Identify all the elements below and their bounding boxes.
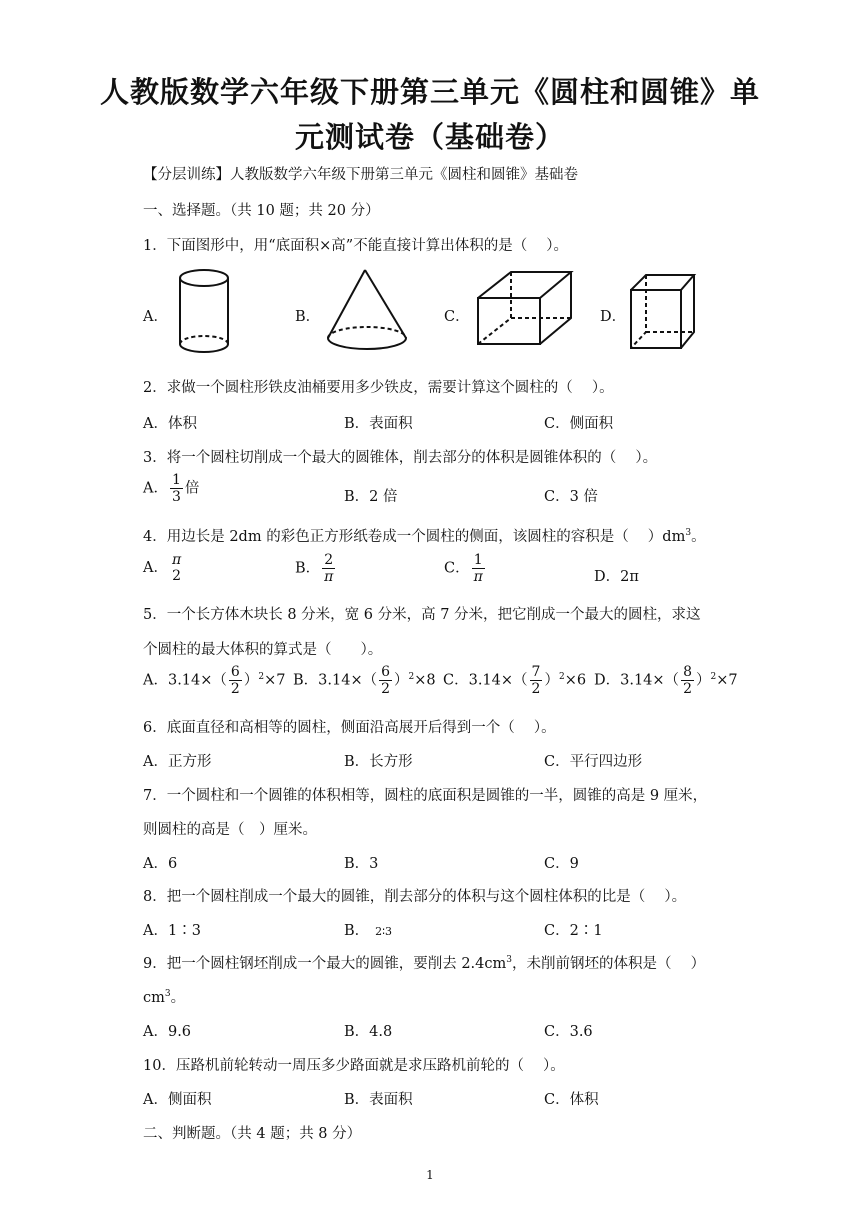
page-number: 1 bbox=[426, 1168, 434, 1182]
fraction-denominator: π bbox=[324, 569, 334, 586]
fraction-numerator: 6 bbox=[381, 664, 391, 680]
q5-option-d-end: ×7 bbox=[716, 672, 738, 689]
q8-option-b-value: 2∶3 bbox=[375, 925, 393, 938]
q5-option-a bbox=[143, 664, 285, 697]
q6-option-c: C．平行四边形 bbox=[544, 754, 643, 770]
section-heading-judgment: 二、判断题。（共 4 题；共 8 分） bbox=[143, 1126, 362, 1142]
q5-option-b bbox=[293, 664, 436, 697]
q5-option-b-prefix: B．3.14×（ bbox=[293, 672, 378, 689]
q8-option-b-prefix: B． bbox=[344, 923, 370, 939]
q2-option-c: C．侧面积 bbox=[544, 416, 614, 432]
q3-option-b: B．2 倍 bbox=[344, 489, 398, 505]
q5-option-c-end: ×6 bbox=[564, 672, 587, 689]
q9-option-b: B．4.8 bbox=[344, 1024, 393, 1040]
question-9-text-rest: ，未削前钢坯的体积是（ ） bbox=[512, 956, 706, 972]
subtitle: 【分层训练】人教版数学六年级下册第三单元《圆柱和圆锥》基础卷 bbox=[143, 167, 578, 183]
question-6: 6．底面直径和高相等的圆柱，侧面沿高展开后得到一个（ ）。 bbox=[143, 720, 556, 736]
cone-icon bbox=[322, 266, 412, 360]
superscript: 3 bbox=[685, 528, 692, 539]
question-5-line1: 5．一个长方体木块长 8 分米，宽 6 分米，高 7 分米，把它削成一个最大的圆柱，求这 bbox=[143, 607, 701, 623]
fraction-numerator: 2 bbox=[322, 552, 335, 569]
q10-option-c: C．体积 bbox=[544, 1092, 599, 1108]
fraction-denominator: π bbox=[473, 569, 483, 586]
fraction-denominator: 3 bbox=[171, 489, 181, 506]
q3-option-c: C．3 倍 bbox=[544, 489, 598, 505]
fraction-denominator: 2 bbox=[531, 681, 541, 698]
q5-option-a-end: ×7 bbox=[264, 672, 286, 689]
exponent: 2 bbox=[258, 671, 265, 682]
fraction bbox=[681, 664, 694, 697]
q5-option-d-paren: ） bbox=[695, 672, 711, 689]
fraction bbox=[379, 664, 392, 697]
question-4-end: 。 bbox=[691, 529, 706, 545]
q4-option-d-value: 2π bbox=[620, 569, 639, 585]
q7-option-b: B．3 bbox=[344, 856, 379, 872]
q4-option-c bbox=[444, 552, 487, 585]
question-2: 2．求做一个圆柱形铁皮油桶要用多少铁皮，需要计算这个圆柱的（ ）。 bbox=[143, 380, 614, 396]
fraction-numerator: 7 bbox=[531, 664, 541, 680]
q4-option-b-prefix: B． bbox=[295, 560, 321, 577]
punctuation: 。 bbox=[170, 990, 186, 1006]
fraction-numerator: π bbox=[171, 552, 182, 568]
q5-option-c-prefix: C．3.14×（ bbox=[443, 672, 528, 689]
q3-option-a bbox=[143, 472, 199, 505]
q5-option-c bbox=[443, 664, 586, 697]
question-9-line1 bbox=[143, 952, 705, 973]
q9-option-c: C．3.6 bbox=[544, 1024, 593, 1040]
fraction-denominator: 2 bbox=[172, 568, 182, 585]
q1-option-d: D． bbox=[600, 309, 627, 325]
fraction-denominator: 2 bbox=[683, 681, 692, 698]
q5-option-a-paren: ） bbox=[243, 672, 259, 689]
question-4-text: 4．用边长是 2dm 的彩色正方形纸卷成一个圆柱的侧面，该圆柱的容积是（ ）dm bbox=[143, 529, 686, 545]
question-10: 10．压路机前轮转动一周压多少路面就是求压路机前轮的（ ）。 bbox=[143, 1058, 565, 1074]
section-heading-choice: 一、选择题。（共 10 题；共 20 分） bbox=[143, 203, 380, 219]
exponent: 2 bbox=[710, 671, 717, 682]
question-5-line2: 个圆柱的最大体积的算式是（ ）。 bbox=[143, 642, 383, 658]
cuboid-icon bbox=[473, 268, 577, 352]
fraction bbox=[170, 472, 183, 505]
q5-option-a-prefix: A．3.14×（ bbox=[143, 672, 227, 689]
superscript: 3 bbox=[506, 955, 512, 966]
question-7-line1: 7．一个圆柱和一个圆锥的体积相等，圆柱的底面积是圆锥的一半，圆锥的高是 9 厘米， bbox=[143, 788, 708, 804]
q4-option-a-prefix: A． bbox=[143, 560, 168, 577]
fraction-denominator: 2 bbox=[381, 681, 391, 698]
fraction bbox=[229, 664, 242, 697]
q4-option-d bbox=[594, 565, 639, 586]
question-7-line2: 则圆柱的高是（ ）厘米。 bbox=[143, 822, 317, 838]
q5-option-c-paren: ） bbox=[544, 672, 559, 689]
q5-option-d bbox=[594, 664, 738, 697]
q2-option-b: B．表面积 bbox=[344, 416, 413, 432]
question-4 bbox=[143, 525, 706, 546]
q1-option-b: B． bbox=[295, 309, 321, 325]
q7-option-a: A．6 bbox=[143, 856, 178, 872]
fraction bbox=[472, 552, 485, 585]
unit-text: cm bbox=[143, 990, 165, 1006]
question-3: 3．将一个圆柱切削成一个最大的圆锥体，削去部分的体积是圆锥体积的（ ）。 bbox=[143, 450, 658, 466]
q10-option-b: B．表面积 bbox=[344, 1092, 413, 1108]
q3-option-a-suffix: 倍 bbox=[184, 480, 200, 497]
fraction-numerator: 1 bbox=[472, 552, 485, 569]
q9-option-a: A．9.6 bbox=[143, 1024, 192, 1040]
fraction bbox=[322, 552, 335, 585]
superscript: 3 bbox=[164, 989, 171, 1000]
question-1: 1．下面图形中，用“底面积×高”不能直接计算出体积的是（ ）。 bbox=[143, 238, 569, 254]
document-title-line2: 元测试卷（基础卷） bbox=[294, 120, 565, 154]
fraction bbox=[530, 664, 543, 697]
document-title-line1: 人教版数学六年级下册第三单元《圆柱和圆锥》单 bbox=[99, 75, 760, 109]
fraction-numerator: 6 bbox=[230, 664, 240, 680]
q4-option-b bbox=[295, 552, 337, 585]
q10-option-a: A．侧面积 bbox=[143, 1092, 212, 1108]
exponent: 2 bbox=[558, 671, 565, 682]
q4-option-a bbox=[143, 552, 185, 584]
q6-option-b: B．长方形 bbox=[344, 754, 413, 770]
exponent: 2 bbox=[408, 671, 415, 682]
q1-option-a: A． bbox=[143, 309, 168, 325]
q4-option-d-prefix: D． bbox=[594, 569, 621, 585]
question-8: 8．把一个圆柱削成一个最大的圆锥，削去部分的体积与这个圆柱体积的比是（ ）。 bbox=[143, 889, 687, 905]
q5-option-b-paren: ） bbox=[394, 672, 409, 689]
cylinder-icon bbox=[174, 266, 236, 360]
q8-option-b bbox=[344, 919, 392, 940]
q5-option-d-prefix: D．3.14×（ bbox=[594, 672, 680, 689]
q8-option-c: C．2∶1 bbox=[544, 923, 603, 939]
fraction-numerator: 8 bbox=[683, 664, 692, 680]
cube-icon bbox=[626, 270, 698, 354]
q3-option-a-prefix: A． bbox=[143, 480, 168, 497]
q2-option-a: A．体积 bbox=[143, 416, 197, 432]
fraction-numerator: 1 bbox=[171, 472, 181, 488]
fraction bbox=[170, 552, 183, 584]
question-9-line2 bbox=[143, 986, 185, 1007]
q1-option-c: C． bbox=[444, 309, 470, 325]
q4-option-c-prefix: C． bbox=[444, 560, 470, 577]
q6-option-a: A．正方形 bbox=[143, 754, 212, 770]
q5-option-b-end: ×8 bbox=[414, 672, 436, 689]
question-9-text: 9．把一个圆柱钢坯削成一个最大的圆锥，要削去 2.4cm bbox=[143, 956, 507, 972]
q7-option-c: C．9 bbox=[544, 856, 579, 872]
q8-option-a: A．1∶3 bbox=[143, 923, 201, 939]
fraction-denominator: 2 bbox=[230, 681, 240, 698]
